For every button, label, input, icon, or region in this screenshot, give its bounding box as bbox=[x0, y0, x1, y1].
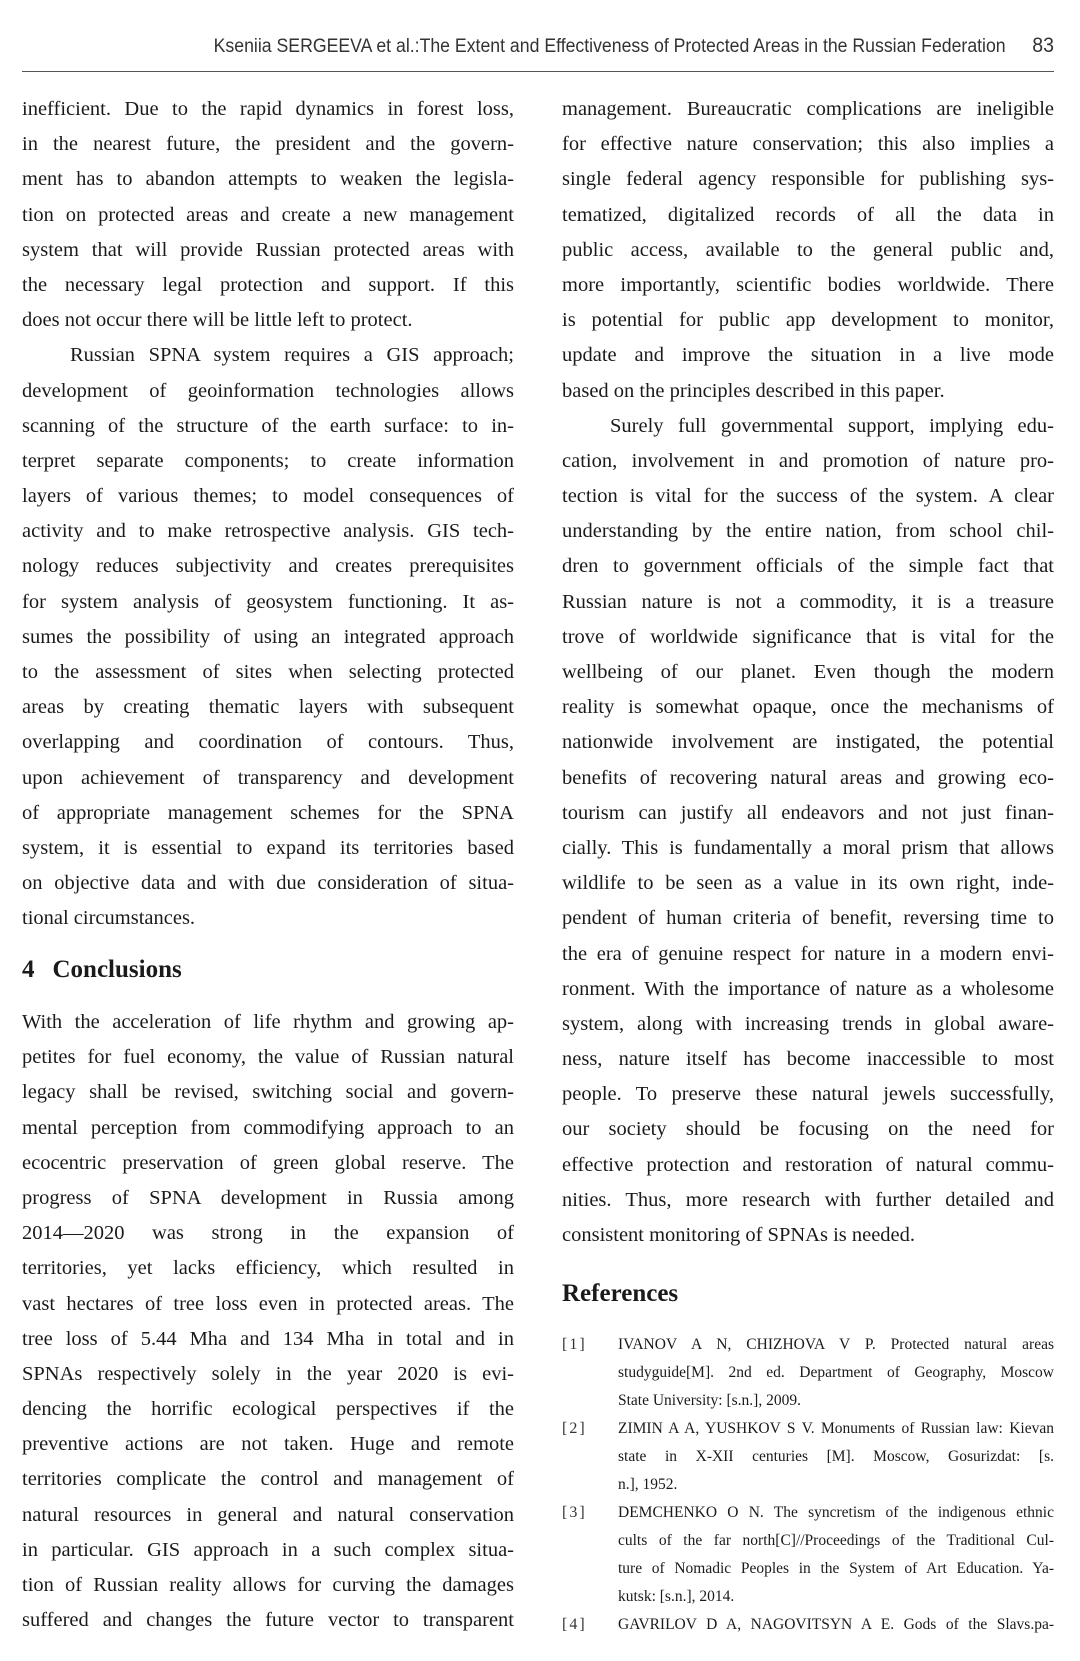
paragraph bbox=[22, 92, 514, 338]
text-line: natural resources in general and natural conservation bbox=[22, 1503, 514, 1526]
reference-text-line: ZIMIN A A, YUSHKOV S V. Monuments of Russian law: Kievan bbox=[618, 1420, 1054, 1437]
text-line: scanning of the structure of the earth surface: to in- bbox=[22, 414, 514, 437]
text-line: the necessary legal protection and support. If this bbox=[22, 273, 514, 296]
text-line: on objective data and with due consideration of situa- bbox=[22, 872, 514, 895]
text-line: wildlife to be seen as a value in its own right, inde- bbox=[562, 872, 1054, 895]
section-heading bbox=[22, 952, 200, 988]
page-number: 83 bbox=[1032, 34, 1054, 57]
text-line: tematized, digitalized records of all the data in bbox=[562, 203, 1054, 226]
text-line: SPNAs respectively solely in the year 2020 is evi- bbox=[22, 1362, 514, 1385]
text-line: nology reduces subjectivity and creates prerequisites bbox=[22, 555, 514, 578]
text-line: tion of Russian reality allows for curving the damages bbox=[22, 1574, 514, 1596]
references-heading: References bbox=[562, 1280, 679, 1307]
text-line: suffered and changes the future vector to transparent bbox=[22, 1609, 514, 1632]
reference-number: [4] bbox=[562, 1616, 587, 1633]
text-line: sumes the possibility of using an integrated approach bbox=[22, 625, 514, 648]
text-line: territories complicate the control and management of bbox=[22, 1468, 514, 1491]
text-line: for effective nature conservation; this also implies a bbox=[562, 133, 1054, 156]
references-list bbox=[562, 1331, 1054, 1639]
right-column-body bbox=[562, 92, 1054, 1253]
text-line: the era of genuine respect for nature in a modern envi- bbox=[562, 942, 1054, 965]
text-line: single federal agency responsible for publishing sys- bbox=[562, 168, 1054, 191]
text-line: understanding by the entire nation, from school chil- bbox=[562, 520, 1054, 543]
reference-text-line: DEMCHENKO O N. The syncretism of the indigenous ethnic bbox=[618, 1504, 1054, 1521]
text-line: territories, yet lacks efficiency, which resulted in bbox=[22, 1257, 514, 1280]
reference-item bbox=[562, 1415, 1054, 1499]
text-line: our society should be focusing on the need for bbox=[562, 1118, 1054, 1141]
text-line: ecocentric preservation of green global reserve. The bbox=[22, 1151, 514, 1174]
reference-number: [1] bbox=[562, 1336, 587, 1353]
running-header bbox=[94, 32, 1054, 64]
text-line: is potential for public app development to monitor, bbox=[562, 309, 1054, 332]
text-line: legacy shall be revised, switching social and govern- bbox=[22, 1081, 514, 1104]
header-rule bbox=[22, 71, 1054, 72]
text-line: activity and to make retrospective analysis. GIS tech- bbox=[22, 520, 514, 543]
section-title: Conclusions bbox=[52, 956, 182, 983]
reference-item bbox=[562, 1611, 1054, 1639]
text-line: nities. Thus, more research with further detailed and bbox=[562, 1188, 1054, 1211]
text-line: to the assessment of sites when selecting protected bbox=[22, 661, 514, 683]
text-line: ness, nature itself has become inaccessible to most bbox=[562, 1048, 1054, 1071]
reference-text-line: State University: [s.n.], 2009. bbox=[618, 1392, 801, 1409]
text-line: benefits of recovering natural areas and growing eco- bbox=[562, 766, 1054, 789]
text-line: tourism can justify all endeavors and not just finan- bbox=[562, 801, 1054, 824]
text-line: Surely full governmental support, implying edu- bbox=[610, 414, 1054, 437]
paragraph bbox=[562, 409, 1054, 1254]
text-line: effective protection and restoration of natural commu- bbox=[562, 1153, 1054, 1176]
text-line: of appropriate management schemes for the SPNA bbox=[22, 801, 514, 824]
text-line: reality is somewhat opaque, once the mechanisms of bbox=[562, 696, 1054, 719]
text-line: system, along with increasing trends in global aware- bbox=[562, 1012, 1054, 1035]
text-line: With the acceleration of life rhythm and growing ap- bbox=[22, 1011, 514, 1033]
text-line: people. To preserve these natural jewels successfully, bbox=[562, 1083, 1054, 1106]
text-line: system, it is essential to expand its territories based bbox=[22, 836, 514, 859]
text-line: update and improve the situation in a live mode bbox=[562, 344, 1054, 367]
text-line: Russian SPNA system requires a GIS approach; bbox=[70, 344, 514, 367]
text-line: inefficient. Due to the rapid dynamics in forest loss, bbox=[22, 98, 514, 120]
text-line: ronment. With the importance of nature as a wholesome bbox=[562, 977, 1054, 1000]
text-line: progress of SPNA development in Russia among bbox=[22, 1186, 514, 1209]
reference-text-line: IVANOV A N, CHIZHOVA V P. Protected natural areas bbox=[618, 1336, 1054, 1353]
reference-text-line: studyguide[M]. 2nd ed. Department of Geography, Moscow bbox=[618, 1364, 1054, 1381]
reference-number: [3] bbox=[562, 1504, 587, 1521]
reference-text-line: ture of Nomadic Peoples in the System of Art Education. Ya- bbox=[618, 1560, 1054, 1577]
text-line: tection is vital for the success of the system. A clear bbox=[562, 485, 1054, 508]
reference-text-line: state in X-XII centuries [M]. Moscow, Gosurizdat: [s. bbox=[618, 1448, 1054, 1465]
text-line: tional circumstances. bbox=[22, 907, 196, 930]
text-line: 2014—2020 was strong in the expansion of bbox=[22, 1222, 514, 1245]
reference-item bbox=[562, 1331, 1054, 1415]
text-line: layers of various themes; to model consequences of bbox=[22, 485, 514, 508]
text-line: more importantly, scientific bodies worldwide. There bbox=[562, 273, 1054, 296]
text-line: pendent of human criteria of benefit, reversing time to bbox=[562, 907, 1054, 930]
section-number: 4 bbox=[22, 956, 35, 983]
paragraph bbox=[562, 92, 1054, 409]
text-line: for system analysis of geosystem functioning. It as- bbox=[22, 590, 514, 613]
reference-item bbox=[562, 1499, 1054, 1611]
text-line: system that will provide Russian protected areas with bbox=[22, 238, 514, 261]
text-line: terpret separate components; to create information bbox=[22, 449, 514, 472]
text-line: mental perception from commodifying approach to an bbox=[22, 1116, 514, 1139]
text-line: management. Bureaucratic complications are ineligible bbox=[562, 98, 1054, 120]
reference-text-line: cults of the far north[C]//Proceedings of the Traditional Cul- bbox=[618, 1532, 1054, 1549]
text-line: tree loss of 5.44 Mha and 134 Mha in total and in bbox=[22, 1327, 514, 1350]
text-line: public access, available to the general public and, bbox=[562, 238, 1054, 261]
text-line: in the nearest future, the president and the govern- bbox=[22, 133, 514, 156]
text-line: vast hectares of tree loss even in protected areas. The bbox=[22, 1292, 514, 1315]
text-line: does not occur there will be little left to protect. bbox=[22, 309, 413, 332]
conclusions-body bbox=[22, 1005, 514, 1638]
text-line: overlapping and coordination of contours. Thus, bbox=[22, 731, 514, 754]
text-line: cially. This is fundamentally a moral prism that allows bbox=[562, 836, 1054, 859]
text-line: nationwide involvement are instigated, the potential bbox=[562, 731, 1054, 754]
text-line: preventive actions are not taken. Huge and remote bbox=[22, 1433, 514, 1456]
text-line: cation, involvement in and promotion of nature pro- bbox=[562, 449, 1054, 472]
text-line: upon achievement of transparency and development bbox=[22, 766, 514, 789]
text-line: trove of worldwide significance that is vital for the bbox=[562, 625, 1054, 648]
left-column-body bbox=[22, 92, 514, 937]
text-line: tion on protected areas and create a new management bbox=[22, 203, 514, 226]
text-line: wellbeing of our planet. Even though the modern bbox=[562, 661, 1054, 683]
running-title: Kseniia SERGEEVA et al.:The Extent and Effectiveness of Protected Areas in the Russian Federation bbox=[213, 36, 1006, 57]
text-line: dren to government officials of the simple fact that bbox=[562, 555, 1054, 578]
reference-text-line: kutsk: [s.n.], 2014. bbox=[618, 1588, 735, 1605]
reference-number: [2] bbox=[562, 1420, 587, 1437]
reference-text-line: GAVRILOV D A, NAGOVITSYN A E. Gods of the Slavs.pa- bbox=[618, 1616, 1054, 1633]
text-line: development of geoinformation technologies allows bbox=[22, 379, 514, 402]
text-line: ment has to abandon attempts to weaken the legisla- bbox=[22, 168, 514, 191]
text-line: dencing the horrific ecological perspectives if the bbox=[22, 1398, 514, 1421]
reference-text-line: n.], 1952. bbox=[618, 1476, 678, 1493]
paragraph bbox=[22, 338, 514, 936]
text-line: based on the principles described in this paper. bbox=[562, 379, 945, 402]
paragraph bbox=[22, 1005, 514, 1638]
text-line: areas by creating thematic layers with subsequent bbox=[22, 696, 514, 719]
text-line: consistent monitoring of SPNAs is needed. bbox=[562, 1224, 916, 1246]
text-line: in particular. GIS approach in a such complex situa- bbox=[22, 1538, 514, 1561]
text-line: petites for fuel economy, the value of Russian natural bbox=[22, 1046, 514, 1069]
text-line: Russian nature is not a commodity, it is a treasure bbox=[562, 590, 1054, 613]
